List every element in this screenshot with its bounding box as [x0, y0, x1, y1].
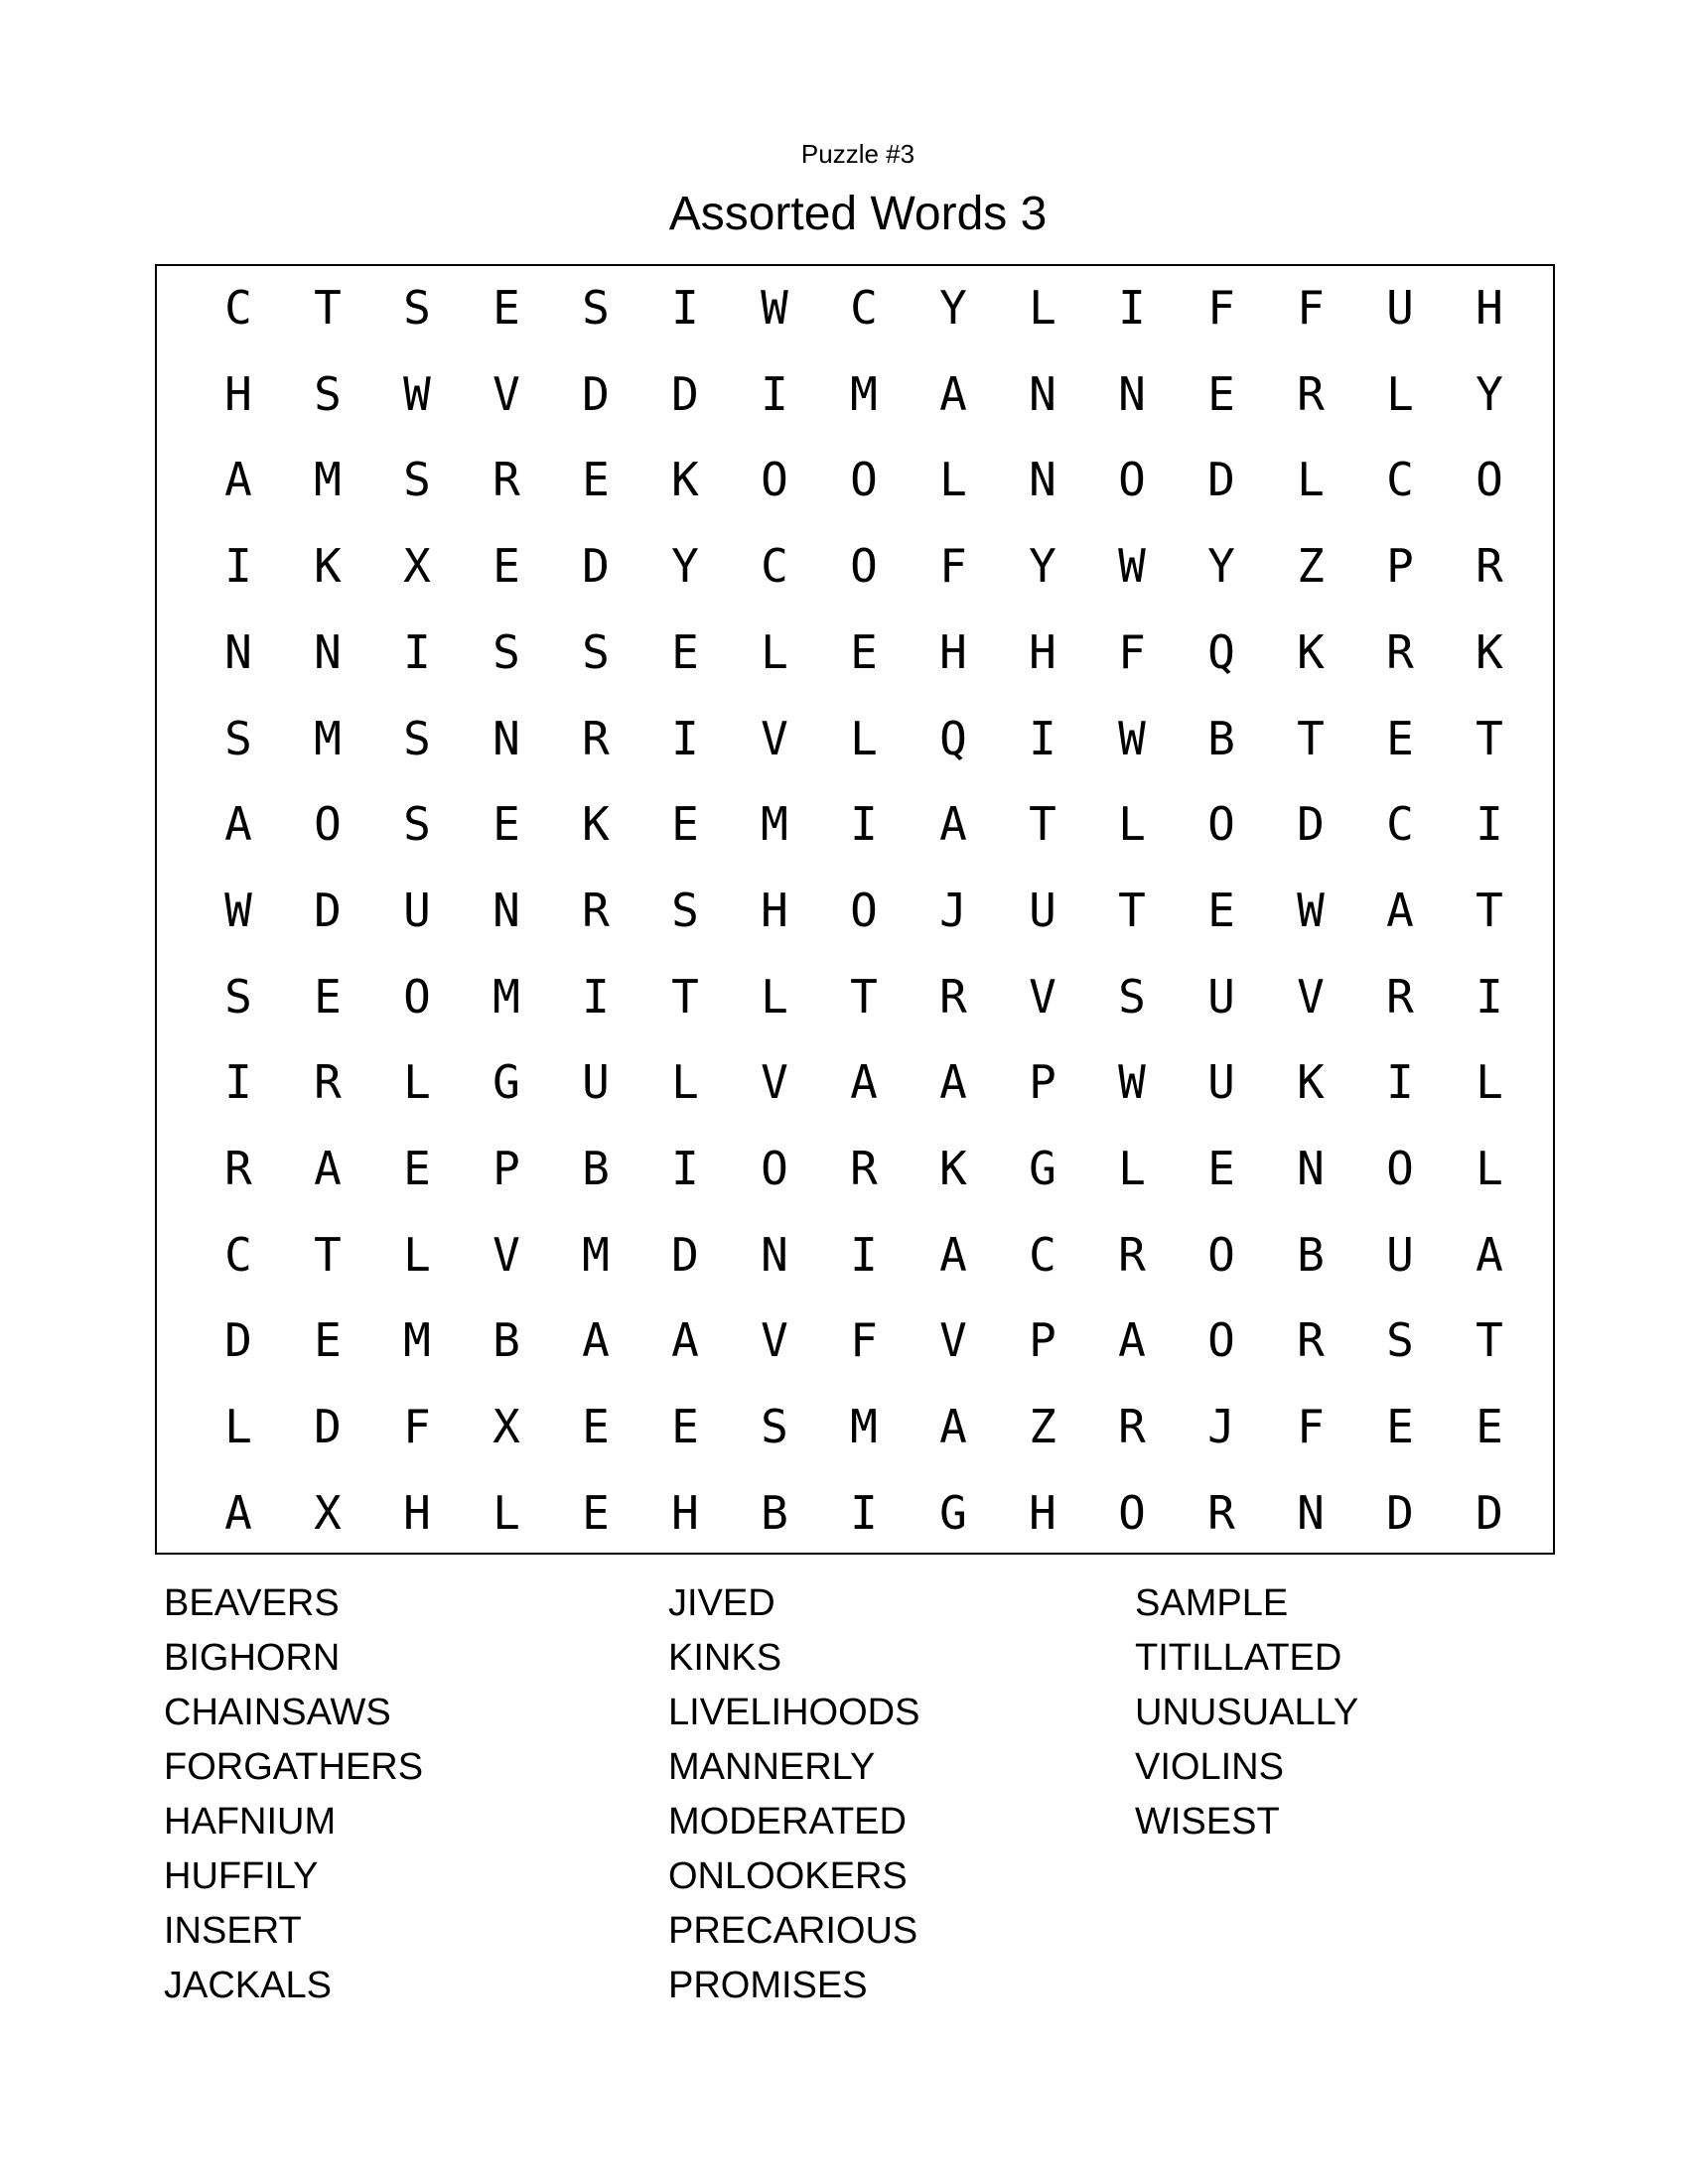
grid-row — [157, 709, 1553, 768]
grid-letter: R — [1118, 1227, 1146, 1282]
word-list-column-3 — [1135, 1576, 1358, 1849]
grid-letter: R — [582, 711, 610, 765]
grid-letter: Z — [1297, 539, 1325, 594]
grid-letter: T — [850, 969, 878, 1024]
grid-letter: O — [850, 453, 878, 507]
grid-letter: F — [1118, 624, 1146, 679]
grid-letter: A — [671, 1313, 699, 1368]
grid-letter: F — [939, 539, 967, 594]
word-list-column-2 — [668, 1576, 919, 2013]
word-list-item: SAMPLE — [1135, 1582, 1289, 1624]
grid-letter: V — [761, 1313, 788, 1368]
grid-letter: E — [671, 624, 699, 679]
grid-letter: O — [1386, 1142, 1414, 1195]
grid-letter: V — [761, 711, 788, 765]
grid-letter: N — [1029, 453, 1056, 507]
grid-row — [157, 536, 1553, 596]
grid-letter: M — [314, 453, 342, 507]
grid-letter: L — [761, 969, 788, 1024]
word-list-item: HUFFILY — [164, 1855, 319, 1897]
grid-letter: J — [1207, 1400, 1235, 1454]
grid-letter: I — [1476, 797, 1503, 852]
grid-letter: R — [939, 969, 967, 1024]
grid-letter: M — [403, 1313, 431, 1368]
grid-letter: R — [1476, 539, 1503, 594]
grid-letter: I — [1029, 711, 1056, 765]
grid-letter: D — [1297, 797, 1325, 852]
grid-letter: P — [1386, 539, 1414, 594]
grid-letter: D — [671, 1227, 699, 1282]
grid-letter: V — [1029, 969, 1056, 1024]
grid-letter: E — [492, 797, 520, 852]
puzzle-title: Assorted Words 3 — [668, 188, 1048, 240]
grid-letter: L — [671, 1055, 699, 1110]
grid-letter: I — [224, 1055, 252, 1110]
grid-letter: U — [1386, 1227, 1414, 1282]
grid-letter: Q — [1207, 624, 1235, 679]
grid-letter: E — [582, 1485, 610, 1540]
grid-letter: D — [582, 366, 610, 421]
grid-letter: T — [1029, 797, 1056, 852]
grid-row — [157, 1483, 1553, 1543]
grid-letter: O — [314, 797, 342, 852]
grid-letter: I — [224, 539, 252, 594]
grid-letter: R — [314, 1055, 342, 1110]
grid-letter: L — [403, 1227, 431, 1282]
grid-letter: E — [582, 1400, 610, 1454]
word-list-item: PROMISES — [668, 1965, 868, 2006]
grid-letter: E — [314, 1313, 342, 1368]
grid-letter: E — [1386, 711, 1414, 765]
grid-letter: X — [492, 1400, 520, 1454]
grid-letter: Y — [671, 539, 699, 594]
grid-letter: H — [761, 883, 788, 937]
word-list-item: LIVELIHOODS — [668, 1692, 920, 1733]
grid-letter: R — [1297, 366, 1325, 421]
word-list-item: VIOLINS — [1135, 1746, 1284, 1788]
grid-letter: E — [671, 797, 699, 852]
word-list-item: CHAINSAWS — [164, 1692, 391, 1733]
grid-letter: R — [1297, 1313, 1325, 1368]
grid-letter: D — [314, 1400, 342, 1454]
grid-letter: U — [1207, 1055, 1235, 1110]
grid-letter: G — [492, 1055, 520, 1110]
grid-letter: D — [314, 883, 342, 937]
grid-letter: A — [1118, 1313, 1146, 1368]
grid-letter: A — [1386, 883, 1414, 937]
grid-letter: D — [671, 366, 699, 421]
grid-letter: I — [1118, 281, 1146, 335]
grid-letter: R — [1207, 1485, 1235, 1540]
puzzle-number: Puzzle #3 — [800, 139, 915, 169]
grid-letter: M — [761, 797, 788, 852]
grid-letter: U — [1386, 281, 1414, 335]
grid-letter: L — [939, 453, 967, 507]
grid-letter: V — [761, 1055, 788, 1110]
word-list-item: PRECARIOUS — [668, 1910, 918, 1952]
grid-letter: E — [671, 1400, 699, 1454]
grid-letter: O — [1118, 453, 1146, 507]
letter-grid-frame — [155, 264, 1555, 1555]
grid-letter: F — [850, 1313, 878, 1368]
grid-letter: E — [1207, 366, 1235, 421]
grid-letter: M — [850, 366, 878, 421]
grid-letter: M — [850, 1400, 878, 1454]
grid-letter: R — [582, 883, 610, 937]
grid-letter: N — [1118, 366, 1146, 421]
grid-letter: P — [1029, 1313, 1056, 1368]
grid-letter: A — [314, 1142, 342, 1195]
grid-letter: S — [1386, 1313, 1414, 1368]
grid-letter: U — [582, 1055, 610, 1110]
grid-letter: I — [850, 1227, 878, 1282]
grid-letter: W — [1118, 539, 1146, 594]
grid-letter: L — [1118, 797, 1146, 852]
grid-letter: B — [492, 1313, 520, 1368]
grid-row — [157, 1052, 1553, 1112]
grid-letter: K — [671, 453, 699, 507]
grid-letter: J — [939, 883, 967, 937]
grid-letter: O — [403, 969, 431, 1024]
grid-letter: A — [939, 1227, 967, 1282]
grid-letter: Y — [1029, 539, 1056, 594]
grid-letter: H — [939, 624, 967, 679]
word-list-item: INSERT — [164, 1910, 302, 1952]
grid-letter: S — [403, 281, 431, 335]
grid-letter: E — [1476, 1400, 1503, 1454]
grid-letter: R — [492, 453, 520, 507]
grid-letter: M — [582, 1227, 610, 1282]
grid-letter: V — [1297, 969, 1325, 1024]
grid-letter: G — [939, 1485, 967, 1540]
grid-letter: C — [761, 539, 788, 594]
grid-letter: S — [224, 969, 252, 1024]
grid-letter: L — [403, 1055, 431, 1110]
grid-letter: S — [403, 711, 431, 765]
grid-letter: F — [1297, 1400, 1325, 1454]
grid-letter: B — [1207, 711, 1235, 765]
grid-letter: Y — [1207, 539, 1235, 594]
letter-grid — [157, 266, 1553, 1553]
grid-letter: R — [1118, 1400, 1146, 1454]
grid-letter: F — [1207, 281, 1235, 335]
grid-letter: K — [1476, 624, 1503, 679]
grid-letter: I — [850, 797, 878, 852]
grid-letter: K — [1297, 624, 1325, 679]
grid-letter: K — [314, 539, 342, 594]
grid-letter: Y — [1476, 366, 1503, 421]
grid-letter: A — [224, 453, 252, 507]
grid-letter: T — [1118, 883, 1146, 937]
grid-letter: T — [1297, 711, 1325, 765]
grid-letter: D — [1207, 453, 1235, 507]
grid-letter: E — [492, 539, 520, 594]
grid-letter: L — [1476, 1055, 1503, 1110]
grid-letter: I — [671, 281, 699, 335]
grid-letter: V — [939, 1313, 967, 1368]
grid-letter: L — [1297, 453, 1325, 507]
grid-letter: E — [850, 624, 878, 679]
grid-letter: H — [224, 366, 252, 421]
grid-letter: T — [314, 281, 342, 335]
grid-letter: M — [314, 711, 342, 765]
grid-letter: E — [582, 453, 610, 507]
grid-letter: O — [1118, 1485, 1146, 1540]
grid-letter: L — [1386, 366, 1414, 421]
grid-letter: H — [1029, 1485, 1056, 1540]
grid-letter: O — [761, 453, 788, 507]
grid-letter: I — [671, 1142, 699, 1195]
grid-letter: T — [1476, 711, 1503, 765]
grid-row — [157, 881, 1553, 940]
grid-letter: O — [761, 1142, 788, 1195]
grid-letter: D — [1476, 1485, 1503, 1540]
grid-letter: A — [939, 1400, 967, 1454]
grid-letter: C — [224, 281, 252, 335]
grid-letter: N — [1297, 1485, 1325, 1540]
grid-letter: L — [224, 1400, 252, 1454]
grid-letter: A — [850, 1055, 878, 1110]
grid-letter: E — [314, 969, 342, 1024]
grid-letter: B — [1297, 1227, 1325, 1282]
grid-letter: D — [224, 1313, 252, 1368]
grid-letter: C — [1386, 453, 1414, 507]
grid-letter: K — [939, 1142, 967, 1195]
grid-letter: A — [224, 797, 252, 852]
grid-letter: E — [1386, 1400, 1414, 1454]
grid-letter: S — [761, 1400, 788, 1454]
grid-letter: N — [492, 883, 520, 937]
grid-letter: O — [1476, 453, 1503, 507]
grid-letter: I — [1476, 969, 1503, 1024]
grid-letter: K — [582, 797, 610, 852]
grid-letter: S — [224, 711, 252, 765]
grid-letter: A — [939, 366, 967, 421]
grid-letter: W — [1118, 1055, 1146, 1110]
grid-letter: W — [403, 366, 431, 421]
grid-letter: W — [761, 281, 788, 335]
grid-letter: S — [403, 797, 431, 852]
grid-letter: E — [1207, 883, 1235, 937]
grid-letter: T — [1476, 883, 1503, 937]
grid-letter: C — [224, 1227, 252, 1282]
grid-letter: V — [492, 1227, 520, 1282]
grid-row — [157, 794, 1553, 854]
grid-letter: O — [850, 883, 878, 937]
grid-letter: I — [671, 711, 699, 765]
grid-letter: A — [582, 1313, 610, 1368]
grid-letter: S — [582, 281, 610, 335]
grid-letter: O — [1207, 1313, 1235, 1368]
grid-letter: S — [1118, 969, 1146, 1024]
word-list-item: ONLOOKERS — [668, 1855, 908, 1897]
word-list-item: UNUSUALLY — [1135, 1692, 1359, 1733]
grid-letter: C — [850, 281, 878, 335]
grid-letter: Z — [1029, 1400, 1056, 1454]
grid-letter: A — [1476, 1227, 1503, 1282]
grid-letter: A — [939, 1055, 967, 1110]
grid-letter: R — [850, 1142, 878, 1195]
grid-letter: L — [1118, 1142, 1146, 1195]
word-list-item: MANNERLY — [668, 1746, 876, 1788]
grid-letter: C — [1386, 797, 1414, 852]
word-list-item: WISEST — [1135, 1801, 1280, 1843]
grid-letter: H — [1029, 624, 1056, 679]
grid-row — [157, 967, 1553, 1026]
grid-letter: A — [224, 1485, 252, 1540]
grid-letter: Q — [939, 711, 967, 765]
grid-row — [157, 1139, 1553, 1198]
grid-letter: S — [403, 453, 431, 507]
grid-letter: R — [1386, 624, 1414, 679]
grid-letter: E — [1207, 1142, 1235, 1195]
grid-letter: L — [850, 711, 878, 765]
grid-letter: I — [1386, 1055, 1414, 1110]
word-list-item: JIVED — [668, 1582, 775, 1624]
grid-letter: T — [314, 1227, 342, 1282]
word-list-item: FORGATHERS — [164, 1746, 424, 1788]
grid-letter: W — [1297, 883, 1325, 937]
grid-letter: I — [582, 969, 610, 1024]
grid-letter: U — [1207, 969, 1235, 1024]
grid-letter: O — [850, 539, 878, 594]
grid-letter: B — [582, 1142, 610, 1195]
grid-row — [157, 1225, 1553, 1285]
grid-letter: U — [1029, 883, 1056, 937]
grid-letter: S — [671, 883, 699, 937]
grid-letter: N — [1297, 1142, 1325, 1195]
grid-letter: I — [761, 366, 788, 421]
grid-letter: D — [1386, 1485, 1414, 1540]
grid-letter: O — [1207, 797, 1235, 852]
grid-letter: K — [1297, 1055, 1325, 1110]
grid-letter: P — [1029, 1055, 1056, 1110]
grid-letter: S — [492, 624, 520, 679]
grid-row — [157, 450, 1553, 509]
grid-letter: L — [492, 1485, 520, 1540]
word-list-item: JACKALS — [164, 1965, 332, 2006]
grid-letter: R — [224, 1142, 252, 1195]
grid-row — [157, 1397, 1553, 1456]
grid-row — [157, 278, 1553, 338]
word-list-item: BEAVERS — [164, 1582, 340, 1624]
grid-letter: L — [761, 624, 788, 679]
grid-letter: X — [314, 1485, 342, 1540]
grid-letter: G — [1029, 1142, 1056, 1195]
grid-letter: V — [492, 366, 520, 421]
word-list-item: BIGHORN — [164, 1637, 341, 1679]
grid-letter: C — [1029, 1227, 1056, 1282]
grid-letter: O — [1207, 1227, 1235, 1282]
grid-letter: P — [492, 1142, 520, 1195]
grid-letter: T — [1476, 1313, 1503, 1368]
grid-row — [157, 622, 1553, 682]
grid-letter: Y — [939, 281, 967, 335]
grid-letter: R — [1386, 969, 1414, 1024]
grid-letter: W — [1118, 711, 1146, 765]
grid-letter: A — [939, 797, 967, 852]
grid-letter: S — [314, 366, 342, 421]
word-list-item: TITILLATED — [1135, 1637, 1342, 1679]
grid-letter: F — [403, 1400, 431, 1454]
grid-letter: E — [403, 1142, 431, 1195]
grid-letter: W — [224, 883, 252, 937]
grid-letter: H — [1476, 281, 1503, 335]
grid-letter: M — [492, 969, 520, 1024]
grid-letter: N — [1029, 366, 1056, 421]
word-list-item: MODERATED — [668, 1801, 907, 1843]
grid-letter: I — [850, 1485, 878, 1540]
grid-letter: D — [582, 539, 610, 594]
grid-row — [157, 1310, 1553, 1370]
grid-letter: B — [761, 1485, 788, 1540]
grid-letter: H — [403, 1485, 431, 1540]
word-list-item: HAFNIUM — [164, 1801, 337, 1843]
grid-letter: N — [492, 711, 520, 765]
grid-letter: F — [1297, 281, 1325, 335]
grid-letter: T — [671, 969, 699, 1024]
grid-row — [157, 364, 1553, 424]
grid-letter: L — [1476, 1142, 1503, 1195]
grid-letter: N — [761, 1227, 788, 1282]
grid-letter: X — [403, 539, 431, 594]
grid-letter: L — [1029, 281, 1056, 335]
word-list-item: KINKS — [668, 1637, 782, 1679]
grid-letter: H — [671, 1485, 699, 1540]
grid-letter: E — [492, 281, 520, 335]
grid-letter: I — [403, 624, 431, 679]
word-list-column-1 — [164, 1576, 423, 2013]
grid-letter: U — [403, 883, 431, 937]
grid-letter: N — [224, 624, 252, 679]
grid-letter: S — [582, 624, 610, 679]
grid-letter: N — [314, 624, 342, 679]
